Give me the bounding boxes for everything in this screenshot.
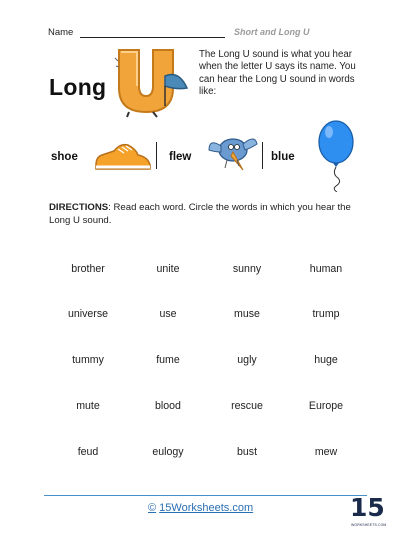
word-item[interactable]: fume: [156, 354, 180, 366]
word-item[interactable]: brother: [71, 263, 105, 275]
word-item[interactable]: Europe: [308, 400, 344, 412]
word-item[interactable]: mute: [76, 400, 100, 412]
logo-text: WORKSHEETS.COM: [351, 523, 387, 527]
shoe-icon: [92, 139, 152, 173]
word-item[interactable]: eulogy: [152, 446, 184, 458]
directions: [49, 202, 369, 227]
example-word-blue: blue: [271, 151, 295, 163]
separator: [156, 142, 157, 169]
example-word-shoe: shoe: [51, 151, 78, 163]
example-word-flew: flew: [169, 151, 192, 163]
word-item[interactable]: unite: [156, 263, 180, 275]
word-item[interactable]: sunny: [232, 263, 262, 275]
word-item[interactable]: huge: [314, 354, 338, 366]
footer-rule: [44, 495, 367, 496]
site-logo: [350, 493, 387, 533]
word-item[interactable]: trump: [312, 308, 340, 320]
separator: [262, 142, 263, 169]
word-item[interactable]: human: [309, 263, 343, 275]
word-item[interactable]: feud: [77, 446, 99, 458]
word-item[interactable]: ugly: [237, 354, 257, 366]
word-item[interactable]: mew: [314, 446, 338, 458]
word-item[interactable]: blood: [155, 400, 181, 412]
balloon-icon: [312, 118, 360, 192]
letter-u-illustration: [113, 46, 191, 118]
word-item[interactable]: muse: [234, 308, 260, 320]
word-item[interactable]: rescue: [231, 400, 263, 412]
worksheet-header: [48, 25, 368, 41]
word-item[interactable]: bust: [236, 446, 258, 458]
footer-link-text[interactable]: 15Worksheets.com: [159, 502, 254, 514]
name-line: [80, 37, 225, 38]
bird-icon: [207, 130, 259, 174]
name-label: Name: [48, 27, 74, 38]
worksheet-title: Short and Long U: [234, 27, 310, 37]
directions-text: : Read each word. Circle the words in which you hear the Long U sound.: [49, 202, 351, 226]
long-title: Long: [49, 74, 107, 100]
word-grid: [44, 256, 374, 466]
intro-text: The Long U sound is what you hear when the letter U says its name. You can hear the Long U sound in words like:: [199, 49, 356, 97]
footer-link[interactable]: [148, 502, 253, 514]
directions-label: DIRECTIONS: [49, 202, 109, 213]
word-item[interactable]: universe: [67, 308, 109, 320]
word-item[interactable]: tummy: [72, 354, 104, 366]
word-item[interactable]: use: [159, 308, 177, 320]
logo-number: 15: [350, 493, 385, 522]
copyright-symbol: ©: [148, 502, 157, 514]
